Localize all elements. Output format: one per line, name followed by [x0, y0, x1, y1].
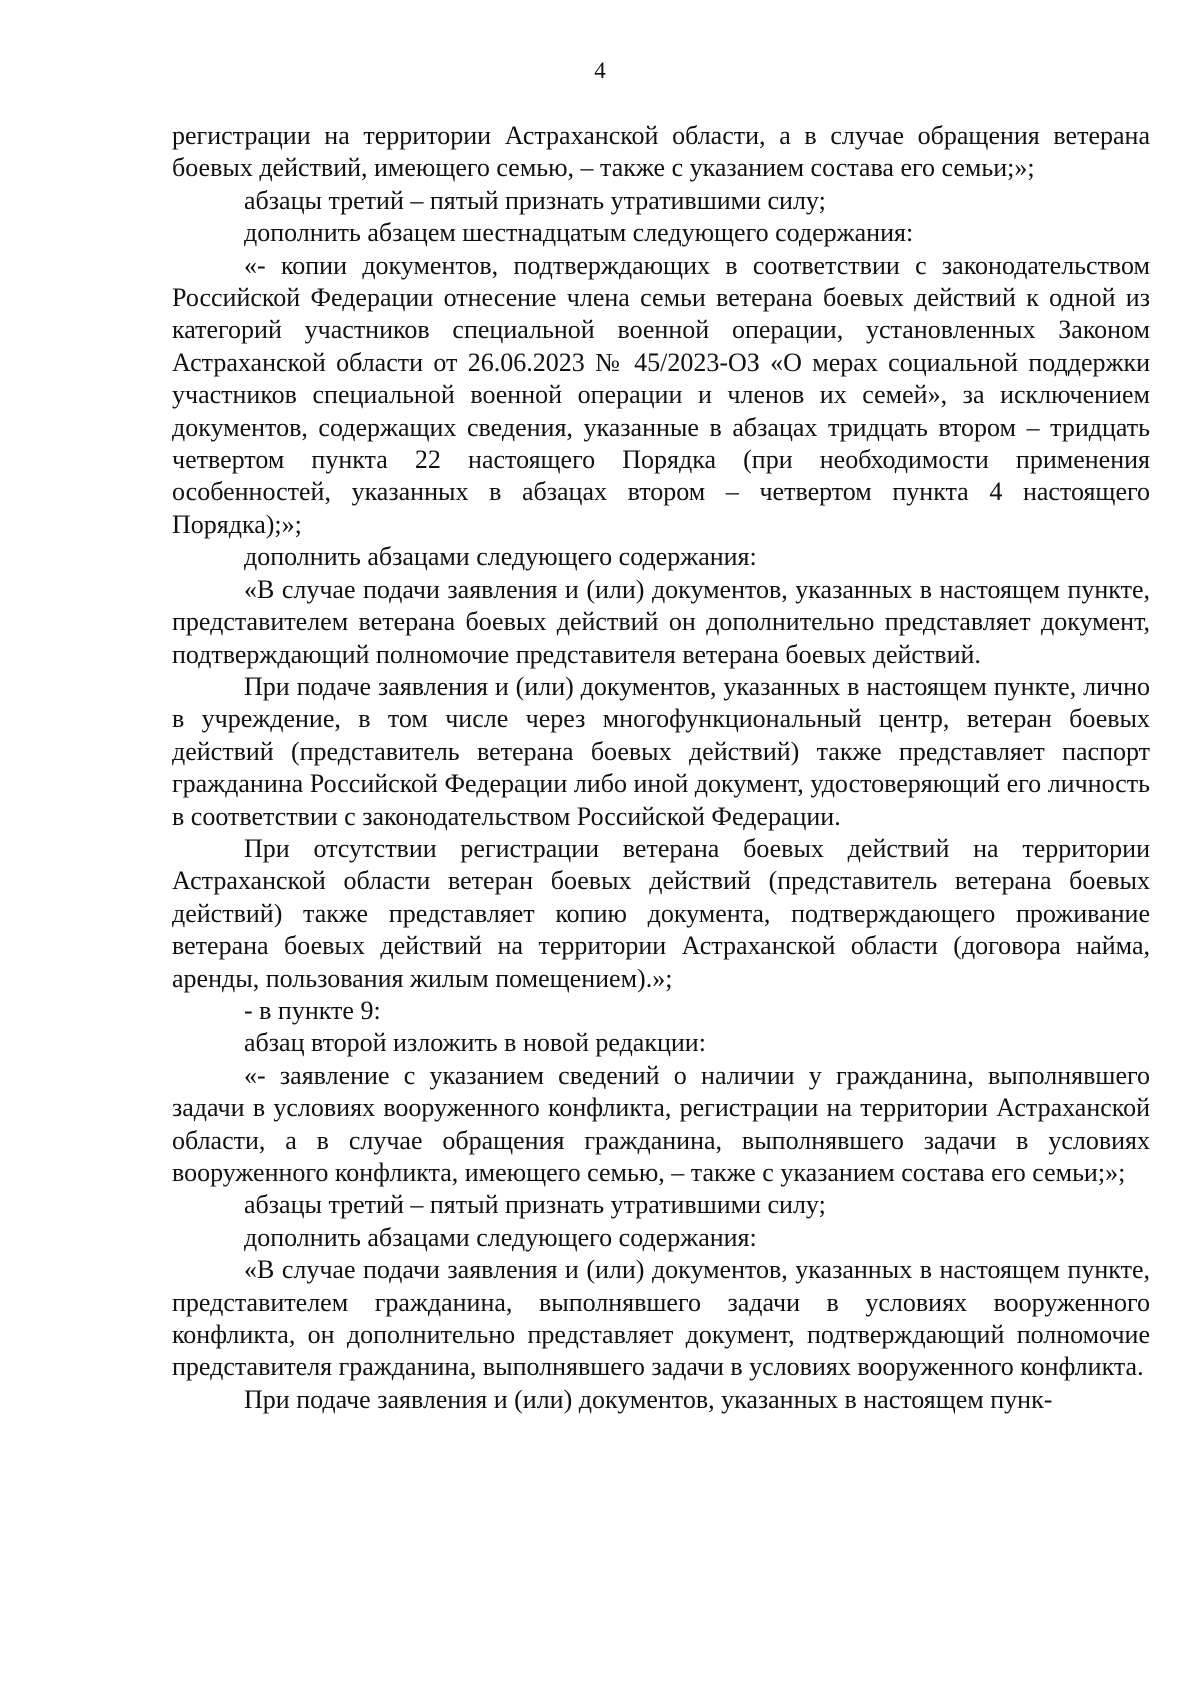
document-body: [172, 120, 1150, 1416]
paragraph: При подаче заявления и (или) документов, указанных в настоящем пунк-: [244, 1384, 1053, 1414]
paragraph: абзацы третий – пятый признать утратившими силу;: [244, 185, 826, 215]
paragraph: абзацы третий – пятый признать утратившими силу;: [244, 1190, 826, 1220]
paragraph: При отсутствии регистрации ветерана боевых действий на территории Астраханской области ветеран боевых действий (представитель ветерана боевых действий) также представляет копию документа, подтверждающего проживание ветерана боевых действий на территории Астраханской области (договора найма, аренды, пользования жилым помещением).»;: [172, 833, 1150, 993]
paragraph: - в пункте 9:: [244, 995, 381, 1025]
paragraph: дополнить абзацами следующего содержания:: [244, 1222, 757, 1252]
paragraph: «- заявление с указанием сведений о наличии у гражданина, выполнявшего задачи в условиях вооруженного конфликта, регистрации на территории Астраханской области, а в случае обращения гражданина, выполнявшего задачи в условиях вооруженного конфликта, имеющего семью, – также с указанием состава его семьи;»;: [172, 1060, 1150, 1187]
paragraph: абзац второй изложить в новой редакции:: [244, 1028, 706, 1058]
paragraph: «В случае подачи заявления и (или) документов, указанных в настоящем пункте, представителем гражданина, выполнявшего задачи в условиях вооруженного конфликта, он дополнительно представляет документ, подтверждающий полномочие представителя гражданина, выполнявшего задачи в условиях вооруженного конфликта.: [172, 1255, 1150, 1382]
paragraph: «- копии документов, подтверждающих в соответствии с законодательством Российской Федерации отнесение члена семьи ветерана боевых действий к одной из категорий участников специальной военной операции, установленных Законом Астраханской области от 26.06.2023 № 45/2023-ОЗ «О мерах социальной поддержки участников специальной военной операции и членов их семей», за исключением документов, содержащих сведения, указанные в абзацах тридцать втором – тридцать четвертом пункта 22 настоящего Порядка (при необходимости применения особенностей, указанных в абзацах втором – четвертом пункта 4 настоящего Порядка);»;: [172, 250, 1150, 539]
paragraph: «В случае подачи заявления и (или) документов, указанных в настоящем пункте, представителем ветерана боевых действий он дополнительно представляет документ, подтверждающий полномочие представителя ветерана боевых действий.: [172, 574, 1150, 669]
paragraph: дополнить абзацем шестнадцатым следующего содержания:: [244, 218, 914, 248]
page-number: 4: [594, 58, 606, 83]
paragraph: регистрации на территории Астраханской области, а в случае обращения ветерана боевых действий, имеющего семью, – также с указанием состава его семьи;»;: [172, 121, 1150, 183]
paragraph: При подаче заявления и (или) документов, указанных в настоящем пункте, лично в учреждение, в том числе через многофункциональный центр, ветеран боевых действий (представитель ветерана боевых действий) также представляет паспорт гражданина Российской Федерации либо иной документ, удостоверяющий его личность в соответствии с законодательством Российской Федерации.: [172, 671, 1150, 831]
paragraph: дополнить абзацами следующего содержания:: [244, 542, 757, 572]
